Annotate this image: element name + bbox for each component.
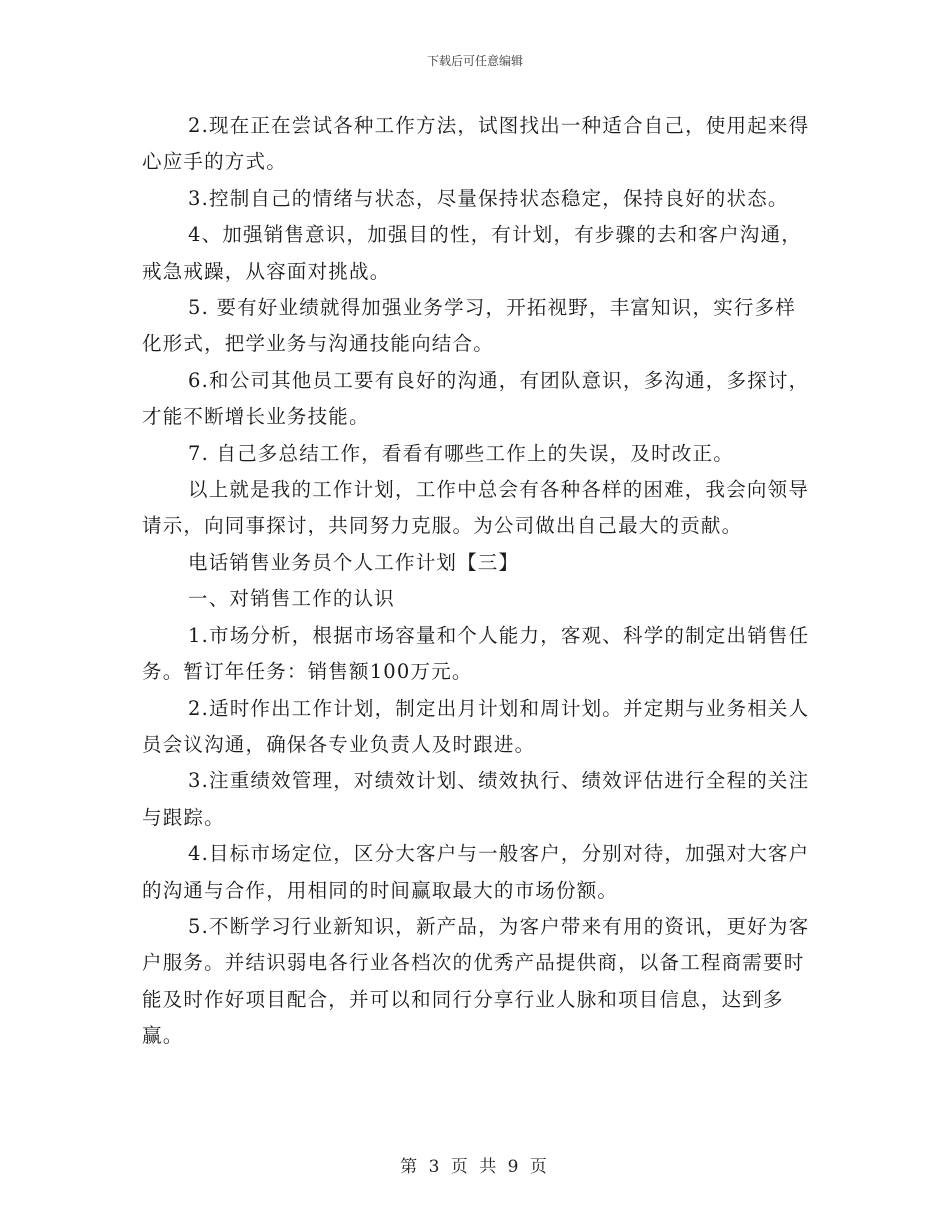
paragraph: 6.和公司其他员工要有良好的沟通，有团队意识，多沟通，多探讨，才能不断增长业务技能。 — [142, 368, 810, 429]
section-title: 电话销售业务员个人工作计划【三】 — [188, 550, 520, 574]
page-number: 第 3 页 共 9 页 — [400, 1157, 550, 1177]
paragraph: 5.不断学习行业新知识，新产品，为客户带来有用的资讯，更好为客户服务。并结识弱电各行业各档次的优秀产品提供商，以备工程商需要时能及时作好项目配合，并可以和同行分享行业人脉和项目信息，达到多赢。 — [142, 914, 810, 1048]
section-heading: 一、对销售工作的认识 — [188, 587, 396, 611]
paragraph: 2.现在正在尝试各种工作方法，试图找出一种适合自己，使用起来得心应手的方式。 — [142, 114, 810, 174]
paragraph: 3.注重绩效管理，对绩效计划、绩效执行、绩效评估进行全程的关注与跟踪。 — [142, 769, 810, 829]
document-body — [142, 108, 812, 1055]
page-header: 下载后可任意编辑 — [426, 54, 523, 68]
paragraph: 1.市场分析，根据市场容量和个人能力，客观、科学的制定出销售任务。暂订年任务：销售额100万元。 — [142, 623, 810, 684]
paragraph: 2.适时作出工作计划，制定出月计划和周计划。并定期与业务相关人员会议沟通，确保各专业负责人及时跟进。 — [142, 696, 810, 756]
paragraph: 5. 要有好业绩就得加强业务学习，开拓视野，丰富知识，实行多样化形式，把学业务与沟通技能向结合。 — [142, 296, 797, 356]
paragraph: 3.控制自己的情绪与状态，尽量保持状态稳定，保持良好的状态。 — [188, 186, 789, 210]
paragraph: 4.目标市场定位，区分大客户与一般客户，分别对待，加强对大客户的沟通与合作，用相同的时间赢取最大的市场份额。 — [142, 842, 810, 902]
paragraph: 7. 自己多总结工作，看看有哪些工作上的失误，及时改正。 — [188, 441, 734, 465]
paragraph: 4、加强销售意识，加强目的性，有计划，有步骤的去和客户沟通，戒急戒躁，从容面对挑战。 — [142, 223, 802, 283]
paragraph: 以上就是我的工作计划，工作中总会有各种各样的困难，我会向领导请示，向同事探讨，共同努力克服。为公司做出自己最大的贡献。 — [142, 478, 810, 538]
